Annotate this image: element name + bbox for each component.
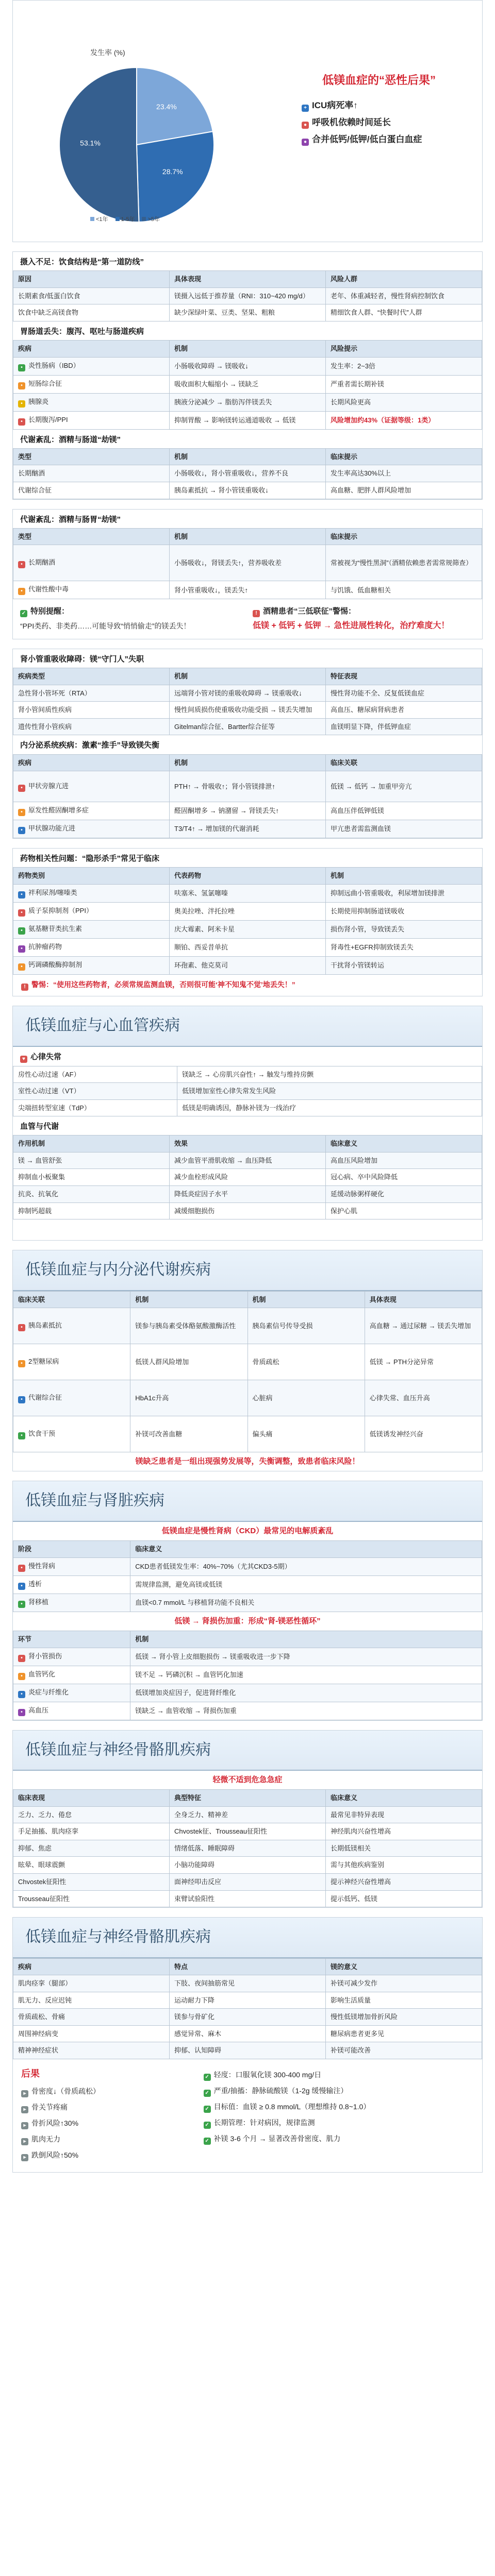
table-row: • 代谢综合征 HbA1c升高 心脏病 心律失常、血压升高 bbox=[13, 1380, 482, 1416]
cardio-panel bbox=[12, 1006, 483, 1241]
table-row: 肌肉痉挛（腿部） 下肢、夜间抽筋常见 补镁可减少发作 bbox=[13, 1975, 482, 1992]
renal-loss-title: 肾小管重吸收障碍：镁“守门人”失职 bbox=[20, 654, 144, 664]
endo-title: 内分泌系统疾病：激素“推手”导致镁失衡 bbox=[20, 741, 160, 750]
intake-table bbox=[13, 270, 482, 321]
table-row: • 甲状旁腺亢进 PTH↑ → 骨吸收↑；肾小管镁排泄↑ 低镁 → 低钙 → 加重甲旁亢 bbox=[13, 771, 482, 802]
pill-icon: • bbox=[18, 927, 25, 935]
table-row: • 炎性肠病（IBD） 小肠吸收障碍 → 镁吸收↓ 发生率：2~3倍 bbox=[13, 357, 482, 375]
table-row: • 炎症与纤维化 低镁增加炎症因子，促进肾纤维化 bbox=[13, 1684, 482, 1702]
risk-box bbox=[281, 73, 477, 148]
alert-icon: ! bbox=[21, 984, 28, 991]
pill-icon: • bbox=[18, 945, 25, 953]
outcome-area bbox=[13, 2059, 482, 2172]
special-notes: ✓ 特别提醒： “PPI类药、非类药……可能导致“悄悄偷走”的镁丢失！ ! 酒精患者“三低联征”警惕： 低镁 + 低钙 + 低钾 → 急性进展性转化，治疗难度大！ bbox=[13, 599, 482, 639]
bone-icon: ▸ bbox=[21, 2106, 28, 2113]
table-row: 骨质疏松、骨痛 镁参与骨矿化 慢性低镁增加骨折风险 bbox=[13, 2009, 482, 2026]
neuro-section-title-2: 低镁血症与神经骨骼肌疾病 bbox=[13, 1918, 482, 1958]
pill-icon: • bbox=[18, 418, 25, 426]
warning-icon: • bbox=[18, 1709, 25, 1716]
risk-title: 低镁血症的“恶性后果” bbox=[322, 74, 436, 87]
table-row: • 血管钙化 镁不足 → 钙磷沉积 → 血管钙化加速 bbox=[13, 1666, 482, 1684]
bone-icon: ▸ bbox=[21, 2154, 28, 2161]
alcohol-warning: 低镁 + 低钙 + 低钾 → 急性进展性转化，治疗难度大！ bbox=[253, 621, 450, 631]
cardio-table bbox=[13, 1066, 482, 1117]
endo-metabolic-table: 临床关联 机制 机制 具体表现 • 胰岛素抵抗 镁参与胰岛素受体酪氨酸激酶活性 胰岛素信号传导受损 高血糖 → 通过尿糖 → 镁丢失增加 • 2型糖尿病 低镁人群风险增加 骨质疏松 低镁 → PTH分泌异常 • 代谢综合征 HbA1c升高 心脏病 心律失常、血压升高 • 饮食干预 补镁可改善血糖 偏头痛 低镁诱发神经兴奋 bbox=[13, 1291, 482, 1453]
table-row: 代谢综合征 胰岛素抵抗 → 肾小管镁重吸收↓ 高血糖、肥胖人群风险增加 bbox=[13, 482, 482, 499]
outcome-list bbox=[21, 2084, 193, 2164]
table-row: • 慢性肾病 CKD患者低镁发生率：40%~70%（尤其CKD3-5期） bbox=[13, 1557, 482, 1575]
pie-chart bbox=[34, 52, 240, 258]
kidney-icon: • bbox=[18, 1583, 25, 1590]
check-icon: ✓ bbox=[20, 610, 27, 617]
check-icon: ✓ bbox=[204, 2138, 211, 2145]
table-row: Chvostek征阳性 面神经叩击反应 提示神经兴奋性增高 bbox=[13, 1874, 482, 1891]
drugs-title: 药物相关性问题：“隐形杀手”常见于临床 bbox=[20, 854, 160, 863]
table-row: 房性心动过速（AF） 镁缺乏 → 心房肌兴奋性↑ → 触发与维持房颤 bbox=[13, 1066, 482, 1083]
col-header: 原因 bbox=[13, 271, 170, 288]
table-row: 室性心动过速（VT） 低镁增加室性心律失常发生风险 bbox=[13, 1083, 482, 1100]
outcome-item: ▸ 肌肉无力 bbox=[21, 2132, 193, 2148]
table-row: • 高血压 镁缺乏 → 血管收缩 → 肾损伤加重 bbox=[13, 1702, 482, 1720]
table-row: 手足抽搐、肌肉痉挛 Chvostek征、Trousseau征阳性 神经肌肉兴奋性增高 bbox=[13, 1823, 482, 1840]
outcome-title: 后果 bbox=[21, 2068, 40, 2079]
lung-icon: ● bbox=[302, 122, 309, 129]
treatment-item: ✓ 严重/抽搐：静脉硫酸镁（1-2g 缓慢输注） bbox=[204, 2083, 474, 2099]
check-icon: ✓ bbox=[204, 2074, 211, 2081]
table-row: 抑制钙超载 减缓细胞损伤 保护心肌 bbox=[13, 1202, 482, 1219]
gland-icon: • bbox=[18, 827, 25, 834]
gi-table: 疾病 机制 风险提示 • 炎性肠病（IBD） 小肠吸收障碍 → 镁吸收↓ 发生率：2~3倍 • 短肠综合征 吸收面积大幅缩小 → 镁缺乏 严重者需长期补镁 • 胰腺炎 胰液分泌减少 → 脂肪泻伴镁丢失 长期风险更高 • 长期腹泻/PPI 抑制胃酸 → 影响镁转运通道吸收 → 低镁 风险增加约43%（证据等级：1类） bbox=[13, 340, 482, 430]
table-row: 眩晕、眼球震颤 小脑功能障碍 需与其他疾病鉴别 bbox=[13, 1857, 482, 1874]
table-row: 抗炎、抗氧化 降低炎症因子水平 延缓动脉粥样硬化 bbox=[13, 1186, 482, 1203]
flask-icon: ● bbox=[302, 139, 309, 146]
warning-icon: • bbox=[18, 1691, 25, 1698]
gi-title: 胃肠道丢失：腹泻、呕吐与肠道疾病 bbox=[20, 327, 144, 336]
kidney-banner-1: 低镁血症是慢性肾病（CKD）最常见的电解质紊乱 bbox=[161, 1526, 334, 1535]
pill-icon: • bbox=[18, 963, 25, 971]
table-row: 肌无力、反应迟钝 运动耐力下降 影响生活质量 bbox=[13, 1992, 482, 2009]
table-row: 肾小管间质性疾病 慢性间质损伤使重吸收功能受损 → 镁丢失增加 高血压、糖尿病肾病患者 bbox=[13, 702, 482, 719]
alcohol-table: 类型 机制 临床提示 • 长期酗酒 小肠吸收↓，肾镁丢失↑，营养吸收差 常被视为“慢性黑洞”（酒精依赖患者需常规筛查） • 代谢性酸中毒 肾小管重吸收↓，镁丢失↑ 与饥饿、低血糖相关 bbox=[13, 528, 482, 600]
table-row: Trousseau征阳性 束臂试验阳性 提示低钙、低镁 bbox=[13, 1890, 482, 1907]
neuro-section-title: 低镁血症与神经骨骼肌疾病 bbox=[13, 1731, 482, 1771]
treatment-list bbox=[204, 2067, 474, 2147]
neuro-table-1: 临床表现 典型特征 临床意义 乏力、乏力、倦怠 全身乏力、精神差 最常见非特异表现 手足抽搐、肌肉痉挛 Chvostek征、Trousseau征阳性 神经肌肉兴奋性增高 抑郁、焦虑 情绪低落、睡眠障碍 长期低镁相关 眩晕、眼球震颤 小脑功能障碍 需与其他疾病鉴别 Chvostek征阳性 面神经叩击反应 提示神经兴奋性增高 Trousseau征阳性 束臂试验阳性 提示低钙、低镁 bbox=[13, 1789, 482, 1907]
renal-table: 类型 机制 临床提示 长期酗酒 小肠吸收↓，肾小管重吸收↓，营养不良 发生率高达30%以上 代谢综合征 胰岛素抵抗 → 肾小管镁重吸收↓ 高血糖、肥胖人群风险增加 bbox=[13, 448, 482, 499]
outcome-item: ▸ 跌倒风险↑50% bbox=[21, 2148, 193, 2164]
wine-icon: • bbox=[18, 561, 25, 568]
food-icon: • bbox=[18, 1432, 25, 1439]
pie-legend bbox=[90, 216, 160, 224]
table-row: • 甲状腺功能亢进 T3/T4↑ → 增加镁的代谢消耗 甲亢患者需监测血镁 bbox=[13, 820, 482, 838]
outcome-item: ▸ 骨密度↓（骨质疏松） bbox=[21, 2084, 193, 2100]
cardio-table-2: 作用机制 效果 临床意义 镁 → 血管舒张 减少血管平滑肌收缩 → 血压降低 高血压风险增加 抑制血小板聚集 减少血栓形成风险 冠心病、卒中风险降低 抗炎、抗氧化 降低炎症因子水平 延缓动脉粥样硬化 抑制钙超载 减缓细胞损伤 保护心肌 bbox=[13, 1135, 482, 1219]
special-text: “PPI类药、非类药……可能导致“悄悄偷走”的镁丢失！ bbox=[20, 622, 191, 631]
risk-item: + ICU病死率↑ bbox=[302, 97, 477, 114]
drugs-panel bbox=[12, 848, 483, 996]
bone-icon: ▸ bbox=[21, 2138, 28, 2145]
table-row: 遗传性肾小管疾病 Gitelman综合征、Bartter综合征等 血镁明显下降，伴低钾血症 bbox=[13, 718, 482, 735]
flask-icon: • bbox=[18, 588, 25, 595]
kidney-section-title: 低镁血症与肾脏疾病 bbox=[13, 1481, 482, 1522]
endo-section-title: 低镁血症与内分泌代谢疾病 bbox=[13, 1250, 482, 1291]
pie-slice-label: 28.7% bbox=[162, 167, 183, 176]
bone-icon: ▸ bbox=[21, 2122, 28, 2129]
chart-icon: • bbox=[18, 1396, 25, 1403]
risk-list bbox=[281, 97, 477, 148]
endo-table: 疾病 机制 临床关联 • 甲状旁腺亢进 PTH↑ → 骨吸收↑；肾小管镁排泄↑ 低镁 → 低钙 → 加重甲旁亢 • 原发性醛固酮增多症 醛固酮增多 → 钠潴留 → 肾镁丢失↑ 高血压伴低钾低镁 • 甲状腺功能亢进 T3/T4↑ → 增加镁的代谢消耗 甲亢患者需监测血镁 bbox=[13, 754, 482, 839]
pie-slice-label: 53.1% bbox=[80, 139, 101, 147]
cardio-section-title: 低镁血症与心血管疾病 bbox=[13, 1006, 482, 1047]
gland-icon: • bbox=[18, 785, 25, 792]
table-row: • 袢利尿剂/噻嗪类 呋塞米、氢氯噻嗪 抑制远曲小管重吸收，利尿增加镁排泄 bbox=[13, 885, 482, 903]
outcome-item: ▸ 骨折风险↑30% bbox=[21, 2116, 193, 2132]
gut-icon: • bbox=[18, 364, 25, 371]
table-row: • 透析 需规律监测，避免高镁或低镁 bbox=[13, 1575, 482, 1594]
pill-icon: • bbox=[18, 891, 25, 899]
syringe-icon: • bbox=[18, 1324, 25, 1331]
table-row: • 饮食干预 补镁可改善血糖 偏头痛 低镁诱发神经兴奋 bbox=[13, 1416, 482, 1452]
table-row: 长期素食/低蛋白饮食 镁摄入远低于推荐量（RNI：310~420 mg/d） 老年、体重减轻者，慢性肾病控制饮食 bbox=[13, 287, 482, 304]
alcohol-panel bbox=[12, 509, 483, 639]
treatment-item: ✓ 轻度：口服氧化镁 300-400 mg/日 bbox=[204, 2067, 474, 2083]
table-row: 饮食中缺乏高镁食物 缺少深绿叶菜、豆类、坚果、粗粮 精细饮食人群、“快餐时代”人群 bbox=[13, 304, 482, 321]
table-row: • 2型糖尿病 低镁人群风险增加 骨质疏松 低镁 → PTH分泌异常 bbox=[13, 1344, 482, 1380]
pie-slice bbox=[137, 131, 214, 222]
table-row: 抑郁、焦虑 情绪低落、睡眠障碍 长期低镁相关 bbox=[13, 1840, 482, 1857]
table-row: • 原发性醛固酮增多症 醛固酮增多 → 钠潴留 → 肾镁丢失↑ 高血压伴低钾低镁 bbox=[13, 802, 482, 820]
pill-icon: • bbox=[18, 909, 25, 917]
alert-icon: ! bbox=[253, 610, 260, 617]
renal-title: 代谢紊乱：酒精与肠道“劫镁” bbox=[20, 435, 121, 444]
heart-icon: ♥ bbox=[20, 1056, 27, 1063]
legend-item: 1-5年 bbox=[116, 216, 135, 224]
table-row: • 肾移植 血镁<0.7 mmol/L 与移植肾功能不良相关 bbox=[13, 1594, 482, 1612]
treatment-item: ✓ 目标值：血镁 ≥ 0.8 mmol/L（理想维持 0.8~1.0） bbox=[204, 2099, 474, 2115]
risk-item: ● 合并低钙/低钾/低白蛋白血症 bbox=[302, 131, 477, 148]
table-row: • 胰腺炎 胰液分泌减少 → 脂肪泻伴镁丢失 长期风险更高 bbox=[13, 393, 482, 411]
top-panel bbox=[12, 0, 483, 242]
table-row: 长期酗酒 小肠吸收↓，肾小管重吸收↓，营养不良 发生率高达30%以上 bbox=[13, 465, 482, 482]
table-row: • 质子泵抑制剂（PPI） 奥美拉唑、泮托拉唑 长期使用抑制肠道镁吸收 bbox=[13, 903, 482, 921]
cardio-sub: ♥ 心律失常 bbox=[13, 1047, 482, 1066]
kidney-banner-2: 低镁 → 肾损伤加重：形成“肾-镁恶性循环” bbox=[174, 1616, 321, 1625]
cardio-sub2: 血管与代谢 bbox=[20, 1122, 59, 1131]
neuro-banner: 轻微不适到危急急症 bbox=[212, 1775, 283, 1785]
neuro-table-2: 疾病 特点 镁的意义 肌肉痉挛（腿部） 下肢、夜间抽筋常见 补镁可减少发作 肌无力、反应迟钝 运动耐力下降 影响生活质量 骨质疏松、骨痛 镁参与骨矿化 慢性低镁增加骨折风险 周围神经病变 感觉异常、麻木 糖尿病患者更多见 精神神经症状 抑郁、认知障碍 补镁可能改善 bbox=[13, 1958, 482, 2059]
check-icon: ✓ bbox=[204, 2122, 211, 2129]
endo-panel bbox=[12, 1250, 483, 1471]
pie-title: 发生率 (%) bbox=[90, 48, 125, 57]
table-row: • 抗肿瘤药物 顺铂、西妥昔单抗 肾毒性+EGFR抑制致镁丢失 bbox=[13, 939, 482, 957]
kidney-panel bbox=[12, 1481, 483, 1720]
intake-title: 摄入不足：饮食结构是“第一道防线” bbox=[20, 258, 144, 266]
renal-loss-panel bbox=[12, 649, 483, 839]
table-row: 精神神经症状 抑郁、认知障碍 补镁可能改善 bbox=[13, 2042, 482, 2059]
table-row: • 肾小管损伤 低镁 → 肾小管上皮细胞损伤 → 镁重吸收进一步下降 bbox=[13, 1648, 482, 1666]
check-icon: ✓ bbox=[204, 2090, 211, 2097]
sugar-icon: • bbox=[18, 1360, 25, 1367]
intake-panel bbox=[12, 251, 483, 500]
kidney-table-2: 环节 机制 • 肾小管损伤 低镁 → 肾小管上皮细胞损伤 → 镁重吸收进一步下降 • 血管钙化 镁不足 → 钙磷沉积 → 血管钙化加速 • 炎症与纤维化 低镁增加炎症因子，促进肾纤维化 • 高血压 镁缺乏 → 血管收缩 → 肾损伤加重 bbox=[13, 1631, 482, 1720]
kidney-icon: • bbox=[18, 1601, 25, 1608]
neuro-panel-2 bbox=[12, 1917, 483, 2173]
table-row: • 钙调磷酸酶抑制剂 环孢素、他克莫司 干扰肾小管镁转运 bbox=[13, 957, 482, 975]
gland-icon: • bbox=[18, 809, 25, 816]
table-row: • 长期酗酒 小肠吸收↓，肾镁丢失↑，营养吸收差 常被视为“慢性黑洞”（酒精依赖患者需常规筛查） bbox=[13, 545, 482, 581]
endo-note: 镁缺乏患者是一组出现强势发展等，失衡调整，致患者临床风险！ bbox=[135, 1457, 360, 1466]
table-row: 乏力、乏力、倦怠 全身乏力、精神差 最常见非特异表现 bbox=[13, 1806, 482, 1823]
check-icon: ✓ bbox=[204, 2106, 211, 2113]
drugs-warning: ! 警惕：“使用这些药物者，必须常规监测血镁，否则很可能‘神不知鬼不觉’地丢失！” bbox=[13, 975, 482, 996]
legend-item: >5年 bbox=[142, 216, 160, 224]
table-row: 镁 → 血管舒张 减少血管平滑肌收缩 → 血压降低 高血压风险增加 bbox=[13, 1152, 482, 1169]
warning-icon: • bbox=[18, 1655, 25, 1662]
table-row: • 短肠综合征 吸收面积大幅缩小 → 镁缺乏 严重者需长期补镁 bbox=[13, 375, 482, 393]
table-row: 周围神经病变 感觉异常、麻木 糖尿病患者更多见 bbox=[13, 2025, 482, 2042]
table-row: • 长期腹泻/PPI 抑制胃酸 → 影响镁转运通道吸收 → 低镁 风险增加约43%（证据等级：1类） bbox=[13, 411, 482, 429]
table-row: 抑制血小板聚集 减少血栓形成风险 冠心病、卒中风险降低 bbox=[13, 1169, 482, 1186]
treatment-item: ✓ 长期管理：针对病因，规律监测 bbox=[204, 2115, 474, 2131]
col-header: 风险人群 bbox=[326, 271, 482, 288]
legend-item: <1年 bbox=[90, 216, 108, 224]
table-row: 急性肾小管坏死（RTA） 远端肾小管对镁的重吸收障碍 → 镁重吸收↓ 慢性肾功能不全、反复低镁血症 bbox=[13, 685, 482, 702]
kidney-icon: • bbox=[18, 1565, 25, 1572]
table-row: 尖端扭转型室速（TdP） 低镁是明确诱因，静脉补镁为一线治疗 bbox=[13, 1099, 482, 1116]
warning-icon: • bbox=[18, 1673, 25, 1680]
risk-item: ● 呼吸机依赖时间延长 bbox=[302, 114, 477, 131]
pie-slice-label: 23.4% bbox=[156, 103, 177, 111]
bone-icon: ▸ bbox=[21, 2090, 28, 2097]
alcohol-title: 代谢紊乱：酒精与肠胃“劫镁” bbox=[20, 515, 121, 524]
table-row: • 胰岛素抵抗 镁参与胰岛素受体酪氨酸激酶活性 胰岛素信号传导受损 高血糖 → 通过尿糖 → 镁丢失增加 bbox=[13, 1308, 482, 1344]
hospital-icon: + bbox=[302, 105, 309, 112]
treatment-item: ✓ 补镁 3-6 个月 → 显著改善骨密度、肌力 bbox=[204, 2131, 474, 2147]
outcome-item: ▸ 骨关节疼痛 bbox=[21, 2100, 193, 2116]
table-row: • 氨基糖苷类抗生素 庆大霉素、阿米卡星 损伤肾小管，导致镁丢失 bbox=[13, 921, 482, 939]
renal-loss-table: 疾病类型 机制 特征表现 急性肾小管坏死（RTA） 远端肾小管对镁的重吸收障碍 → 镁重吸收↓ 慢性肾功能不全、反复低镁血症 肾小管间质性疾病 慢性间质损伤使重吸收功能受损 → 镁丢失增加 高血压、糖尿病肾病患者 遗传性肾小管疾病 Gitelman综合征、Bartter综合征等 血镁明显下降，伴低钾血症 bbox=[13, 668, 482, 735]
col-header: 具体表现 bbox=[170, 271, 326, 288]
kidney-table: 阶段 临床意义 • 慢性肾病 CKD患者低镁发生率：40%~70%（尤其CKD3-5期） • 透析 需规律监测，避免高镁或低镁 • 肾移植 血镁<0.7 mmol/L 与移植肾功能不良相关 bbox=[13, 1540, 482, 1612]
drugs-table: 药物类别 代表药物 机制 • 袢利尿剂/噻嗪类 呋塞米、氢氯噻嗪 抑制远曲小管重吸收，利尿增加镁排泄 • 质子泵抑制剂（PPI） 奥美拉唑、泮托拉唑 长期使用抑制肠道镁吸收 • 氨基糖苷类抗生素 庆大霉素、阿米卡星 损伤肾小管，导致镁丢失 • 抗肿瘤药物 顺铂、西妥昔单抗 肾毒性+EGFR抑制致镁丢失 • 钙调磷酸酶抑制剂 环孢素、他克莫司 干扰肾小管镁转运 bbox=[13, 867, 482, 975]
table-row: • 代谢性酸中毒 肾小管重吸收↓，镁丢失↑ 与饥饿、低血糖相关 bbox=[13, 581, 482, 599]
neuro-panel-1 bbox=[12, 1730, 483, 1908]
pancreas-icon: • bbox=[18, 400, 25, 408]
scissors-icon: • bbox=[18, 382, 25, 389]
